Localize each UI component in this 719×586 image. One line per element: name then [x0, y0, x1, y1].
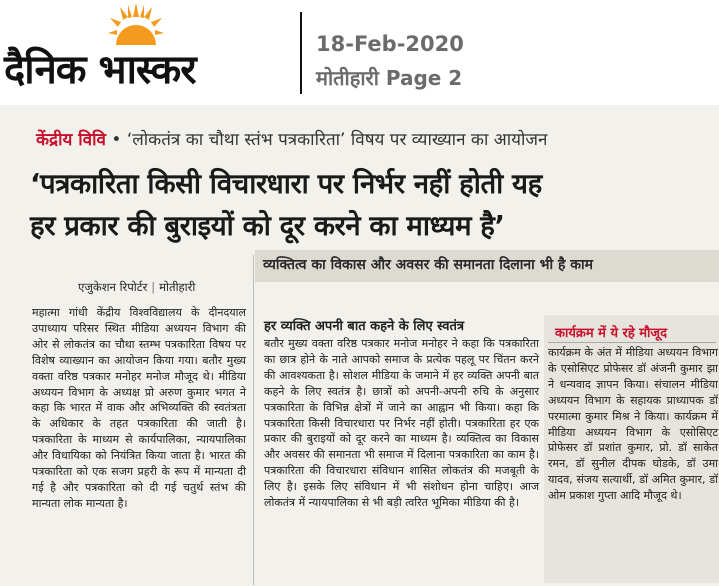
masthead — [0, 0, 719, 100]
kicker-category: केंद्रीय विवि — [36, 130, 106, 150]
sidebar-rule — [548, 342, 716, 343]
column-divider — [253, 255, 254, 585]
kicker-bullet: • — [111, 130, 122, 150]
sidebar-text: कार्यक्रम के अंत में मीडिया अध्ययन विभाग के एसोसिएट प्रोफेसर डॉ अंजनी कुमार झा ने धन्यवाद ज्ञापन किया। संचालन मीडिया अध्ययन विभाग के सहायक प्राध्यापक डॉ परमात्मा कुमार मिश्र ने किया। कार्यक्रम में मीडिया अध्ययन विभाग के एसोसिएट प्रोफेसर डॉ प्रशांत कुमार, प्रो. डॉ साकेत रमन, डॉ सुनील दीपक घोडके, डॉ उमा यादव, संजय सत्यार्थी, डॉ अमित कुमार, डॉ ओम प्रकाश गुप्ता आदि मौजूद थे। — [548, 346, 718, 503]
byline-reporter: एजुकेशन रिपोर्टर — [78, 280, 148, 294]
middle-column-heading: हर व्यक्ति अपनी बात कहने के लिए स्वतंत्र — [264, 319, 465, 334]
headline-line-2: हर प्रकार की बुराइयों को दूर करने का माध्यम है’ — [30, 210, 505, 242]
middle-column-text: बतौर मुख्य वक्ता वरिष्ठ पत्रकार मनोज मनोहर ने कहा कि पत्रकारिता का छात्र होने के नाते आपको समाज के प्रत्येक पहलू पर चिंतन करने की आवश्यकता है। सोशल मीडिया के जमाने में हर व्यक्ति अपनी बात कहने के लिए स्वतंत्र है। छात्रों को अपनी-अपनी रुचि के अनुसार पत्रकारिता के विभिन्न क्षेत्रों में जाने का आह्वान भी किया। कहा कि पत्रकारिता किसी विचारधारा पर निर्भर नहीं होती। पत्रकारिता हर एक प्रकार की बुराइयों को दूर करने का माध्यम है। व्यक्तित्व का विकास और अवसर की समानता भी समाज में दिलाना पत्रकारिता का काम है। पत्रकारिता की विचारधारा संविधान शासित लोकतंत्र की मजबूती के लिए है। इसके लिए संविधान में भी संशोधन होना चाहिए। आज लोकतंत्र में न्यायपालिका से भी बड़ी त्वरित भूमिका मीडिया की है। — [264, 337, 539, 510]
masthead-divider — [300, 12, 302, 94]
kicker — [36, 127, 547, 150]
kicker-topic: ‘लोकतंत्र का चौथा स्तंभ पत्रकारिता’ विषय पर व्याख्यान का आयोजन — [126, 130, 548, 150]
sun-logo-icon — [108, 3, 164, 45]
byline-place: मोतीहारी — [159, 280, 196, 294]
byline — [78, 280, 195, 295]
newspaper-logo: दैनिक भास्कर — [4, 47, 196, 93]
subheadline: व्यक्तित्व का विकास और अवसर की समानता दिलाना भी है काम — [263, 257, 594, 273]
publication-date: 18-Feb-2020 — [316, 32, 464, 56]
left-column-text: महात्मा गांधी केंद्रीय विश्वविद्यालय के दीनदयाल उपाध्याय परिसर स्थित मीडिया अध्ययन विभाग की ओर से लोकतंत्र का चौथा स्तम्भ पत्रकारिता विषय पर विशेष व्याख्यान का आयोजन किया गया। बतौर मुख्य वक्ता वरिष्ठ पत्रकार मनोहर मनोज मौजूद थे। मीडिया अध्ययन विभाग के अध्यक्ष प्रो अरुण कुमार भगत ने कहा कि भारत में वाक और अभिव्यक्ति की स्वतंत्रता के अधिकार के तहत पत्रकारिता की जाती है। पत्रकारिता के माध्यम से कार्यपालिका, न्यायपालिका और विधायिका को नियंत्रित किया जाता है। भारत की पत्रकारिता को एक सजग प्रहरी के रूप में मान्यता दी गई है और पत्रकारिता को दी गई चतुर्थ स्तंभ की मान्यता लोक मान्यता है। — [32, 306, 246, 510]
edition-page: मोतीहारी Page 2 — [316, 66, 463, 90]
news-article — [0, 105, 719, 586]
headline-line-1: ‘पत्रकारिता किसी विचारधारा पर निर्भर नहीं होती यह — [30, 168, 542, 200]
headline — [30, 163, 716, 247]
byline-separator: | — [151, 280, 156, 294]
sidebar-heading: कार्यक्रम में ये रहे मौजूद — [555, 326, 667, 341]
